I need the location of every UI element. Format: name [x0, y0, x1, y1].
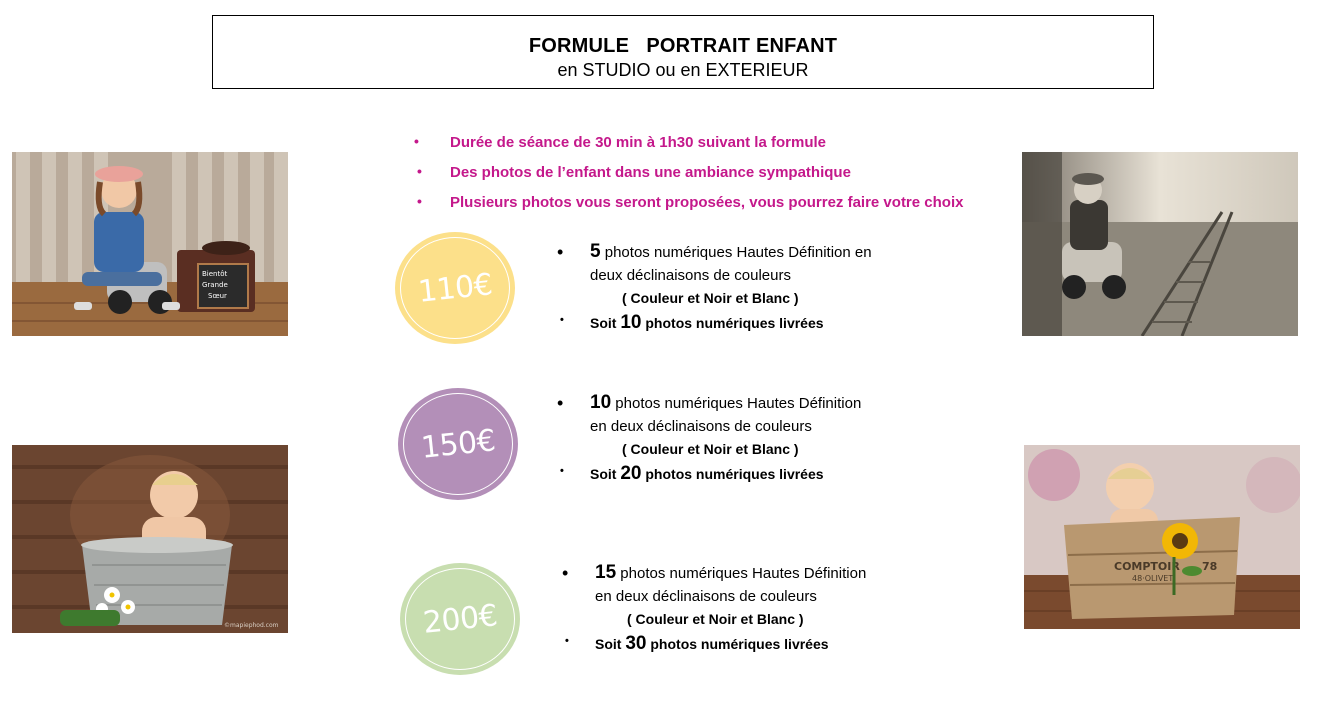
offer-line1: photos numériques Hautes Définition: [611, 395, 862, 412]
crate-origin: 48·OLIVET: [1132, 574, 1174, 583]
total-post: photos numériques livrées: [641, 315, 824, 331]
photo-count: 5: [590, 241, 601, 262]
bullet-icon: •: [414, 133, 419, 149]
bullet-icon: •: [560, 314, 564, 326]
crate-number: 78: [1202, 560, 1218, 573]
price-badge-200: [400, 563, 520, 675]
photo-count: 10: [590, 392, 612, 413]
offer-total: [557, 463, 917, 485]
offer-photo-count: [562, 561, 922, 586]
offer-200: [562, 561, 922, 655]
sign-line: Bientôt: [202, 270, 228, 278]
crate-text: COMPTOIR: [1114, 560, 1180, 573]
price-value: 150€: [419, 422, 497, 466]
photo-girl-toy-car: [12, 152, 288, 336]
offer-line2: en deux déclinaisons de couleurs: [595, 588, 817, 605]
photo-baby-tub: [12, 445, 288, 633]
price-value: 200€: [421, 597, 499, 641]
title-box: [212, 15, 1154, 89]
intro-item: [414, 193, 1014, 223]
price-value: 110€: [416, 266, 494, 310]
offer-line3: ( Couleur et Noir et Blanc ): [622, 290, 799, 306]
intro-item: [414, 163, 1014, 193]
intro-text: Durée de séance de 30 min à 1h30 suivant la formule: [450, 134, 826, 151]
photo-count: 15: [595, 562, 617, 583]
total-count: 20: [620, 463, 642, 484]
offer-110: [557, 240, 917, 334]
offer-total: [557, 312, 917, 334]
photo-credit: ©mapiephod.com: [224, 622, 279, 629]
bullet-icon: •: [557, 393, 564, 413]
bullet-icon: •: [557, 242, 564, 262]
photo-baby-crate: [1024, 445, 1300, 629]
intro-item: [414, 133, 1014, 163]
offer-total: [562, 633, 922, 655]
bullet-icon: •: [560, 465, 564, 477]
offer-line2: deux déclinaisons de couleurs: [590, 267, 791, 284]
total-count: 30: [625, 633, 647, 654]
total-pre: Soit: [590, 466, 621, 482]
bullet-icon: •: [417, 163, 422, 179]
total-count: 10: [620, 312, 642, 333]
bullet-icon: •: [565, 635, 569, 647]
page-title: FORMULE PORTRAIT ENFANT: [528, 35, 838, 57]
bullet-icon: •: [562, 563, 569, 583]
total-pre: Soit: [590, 315, 621, 331]
intro-text: Des photos de l’enfant dans une ambiance sympathique: [450, 164, 851, 181]
price-badge-110: [395, 232, 515, 344]
total-pre: Soit: [595, 636, 626, 652]
offer-line2: en deux déclinaisons de couleurs: [590, 418, 812, 435]
offer-photo-count: [557, 240, 917, 265]
sign-line: Sœur: [208, 292, 227, 300]
bullet-icon: •: [417, 193, 422, 209]
photo-boy-railway-bw: [1022, 152, 1298, 336]
offer-line3: ( Couleur et Noir et Blanc ): [627, 611, 804, 627]
sign-line: Grande: [202, 281, 228, 289]
offer-photo-count: [557, 391, 917, 416]
offer-line3: ( Couleur et Noir et Blanc ): [622, 441, 799, 457]
total-post: photos numériques livrées: [641, 466, 824, 482]
offer-150: [557, 391, 917, 485]
intro-text: Plusieurs photos vous seront proposées, vous pourrez faire votre choix: [450, 194, 964, 211]
page-subtitle: en STUDIO ou en EXTERIEUR: [557, 60, 809, 80]
price-badge-150: [398, 388, 518, 500]
intro-list: [414, 133, 1014, 223]
offer-line1: photos numériques Hautes Définition en: [600, 244, 872, 261]
total-post: photos numériques livrées: [646, 636, 829, 652]
offer-line1: photos numériques Hautes Définition: [616, 565, 867, 582]
